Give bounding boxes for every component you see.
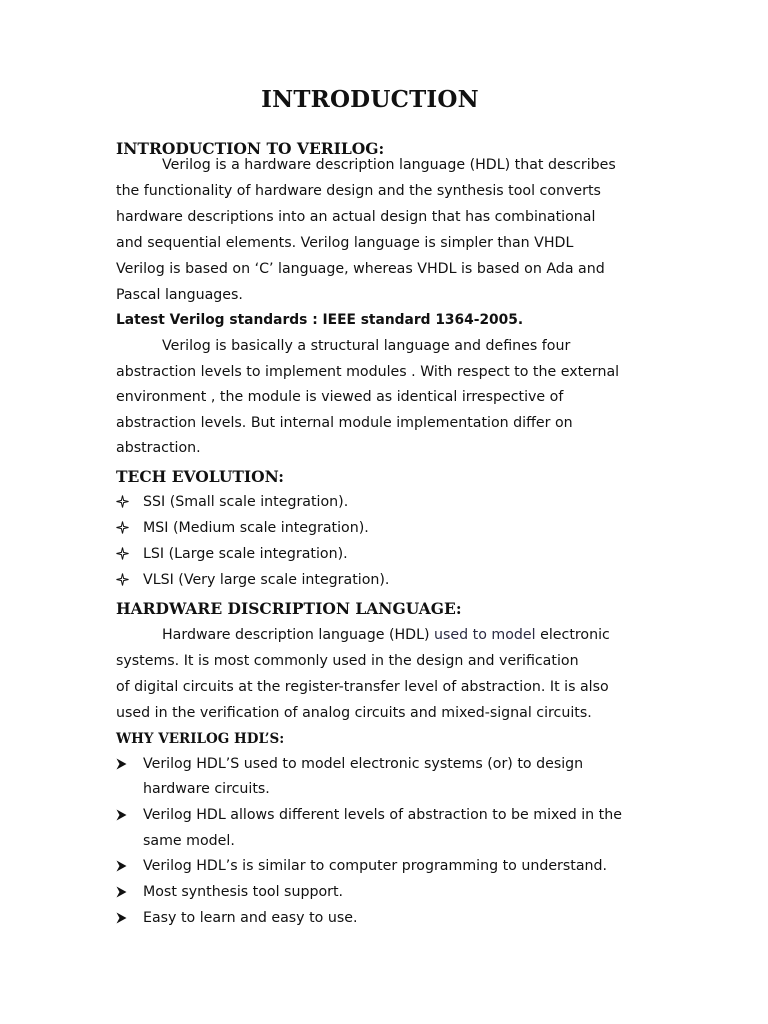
paragraph-line (162, 627, 610, 643)
paragraph-line: hardware descriptions into an actual design that has combinational (116, 209, 596, 225)
arrowhead-bullet-icon (116, 884, 143, 900)
paragraph-line: Verilog is basically a structural language and defines four (162, 338, 571, 354)
list-item (116, 756, 583, 772)
paragraph-line: Verilog is based on ‘C’ language, whereas VHDL is based on Ada and (116, 261, 605, 277)
standards-line: Latest Verilog standards : IEEE standard 1364-2005. (116, 312, 524, 328)
four-point-star-bullet-icon (116, 572, 143, 588)
paragraph-line: abstraction levels to implement modules . With respect to the external (116, 364, 620, 380)
paragraph-line: Pascal languages. (116, 287, 243, 303)
heading-hardware-description-language: HARDWARE DISCRIPTION LANGUAGE: (116, 599, 462, 618)
text-segment: used to model (434, 627, 536, 643)
heading-tech-evolution: TECH EVOLUTION: (116, 467, 284, 486)
list-item-text: Verilog HDL’S used to model electronic systems (or) to design (143, 756, 584, 772)
list-item (116, 546, 348, 562)
paragraph-line: the functionality of hardware design and the synthesis tool converts (116, 183, 601, 199)
paragraph-line: used in the verification of analog circuits and mixed-signal circuits. (116, 705, 592, 721)
arrowhead-bullet-icon (116, 858, 143, 874)
four-point-star-bullet-icon (116, 546, 143, 562)
paragraph-line: abstraction. (116, 440, 201, 456)
list-item (116, 807, 622, 823)
paragraph-line: Verilog is a hardware description language (HDL) that describes (162, 157, 616, 173)
list-item-text: MSI (Medium scale integration). (143, 520, 369, 536)
list-item (116, 520, 369, 536)
list-item-text: LSI (Large scale integration). (143, 546, 348, 562)
page-title: INTRODUCTION (261, 86, 479, 113)
text-segment: electronic (535, 627, 610, 643)
list-item (116, 572, 389, 588)
list-item-text: Verilog HDL’s is similar to computer programming to understand. (143, 858, 608, 874)
list-item-text: Most synthesis tool support. (143, 884, 344, 900)
list-item-text: VLSI (Very large scale integration). (143, 572, 390, 588)
paragraph-line: abstraction levels. But internal module implementation differ on (116, 415, 573, 431)
list-item-text: SSI (Small scale integration). (143, 494, 349, 510)
heading-introduction-to-verilog: INTRODUCTION TO VERILOG: (116, 139, 385, 158)
heading-why-verilog-hdls: WHY VERILOG HDL’S: (116, 731, 285, 747)
arrowhead-bullet-icon (116, 807, 143, 823)
four-point-star-bullet-icon (116, 520, 143, 536)
list-item-continuation: hardware circuits. (143, 781, 270, 797)
list-item (116, 884, 343, 900)
list-item (116, 858, 607, 874)
paragraph-line: systems. It is most commonly used in the design and verification (116, 653, 579, 669)
list-item-text: Verilog HDL allows different levels of abstraction to be mixed in the (143, 807, 622, 823)
list-item (116, 494, 348, 510)
arrowhead-bullet-icon (116, 910, 143, 926)
paragraph-line: and sequential elements. Verilog language is simpler than VHDL (116, 235, 574, 251)
list-item-continuation: same model. (143, 833, 235, 849)
paragraph-line: of digital circuits at the register-transfer level of abstraction. It is also (116, 679, 609, 695)
list-item-text: Easy to learn and easy to use. (143, 910, 358, 926)
list-item (116, 910, 357, 926)
four-point-star-bullet-icon (116, 494, 143, 510)
text-segment: Hardware description language (HDL) (162, 627, 435, 643)
arrowhead-bullet-icon (116, 756, 143, 772)
paragraph-line: environment , the module is viewed as identical irrespective of (116, 389, 564, 405)
